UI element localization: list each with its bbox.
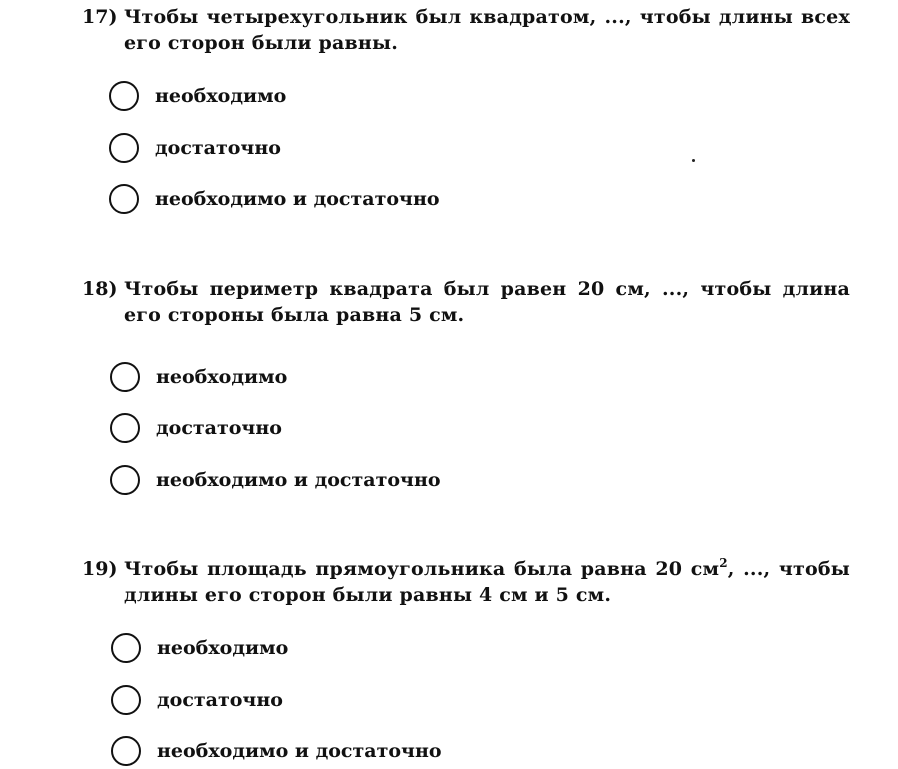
question-number: 19) — [82, 558, 118, 580]
radio-button[interactable] — [111, 736, 141, 766]
radio-button[interactable] — [109, 133, 139, 163]
option-necessary-and-sufficient[interactable] — [111, 733, 442, 769]
radio-button[interactable] — [110, 465, 140, 495]
radio-button[interactable] — [111, 633, 141, 663]
question-19-header — [82, 556, 850, 608]
option-sufficient[interactable] — [109, 130, 281, 166]
radio-button[interactable] — [109, 184, 139, 214]
question-text-part: Чтобы площадь прямоугольника была равна 20 см — [124, 558, 720, 580]
question-text — [124, 276, 850, 328]
question-text-line-1: Чтобы периметр квадрата был равен 20 см, ..., чтобы длина — [124, 278, 850, 300]
option-necessary[interactable] — [111, 630, 288, 666]
option-sufficient[interactable] — [111, 682, 283, 718]
option-necessary-and-sufficient[interactable] — [110, 462, 441, 498]
radio-button[interactable] — [110, 362, 140, 392]
option-label: необходимо — [156, 366, 288, 388]
question-text-line-2: длины его сторон были равны 4 см и 5 см. — [124, 584, 612, 606]
question-text-line-2: его сторон были равны. — [124, 32, 399, 54]
question-text-line-1 — [124, 556, 850, 582]
question-18-header — [82, 276, 850, 328]
radio-button[interactable] — [109, 81, 139, 111]
superscript-exponent: 2 — [719, 556, 728, 570]
question-text — [124, 4, 850, 56]
question-text-line-1: Чтобы четырехугольник был квадратом, ..., чтобы длины всех — [124, 6, 850, 28]
option-necessary[interactable] — [109, 78, 286, 114]
option-label: достаточно — [156, 417, 282, 439]
option-necessary-and-sufficient[interactable] — [109, 181, 440, 217]
option-sufficient[interactable] — [110, 410, 282, 446]
radio-button[interactable] — [110, 413, 140, 443]
option-label: необходимо и достаточно — [156, 469, 441, 491]
option-label: необходимо — [155, 85, 287, 107]
option-necessary[interactable] — [110, 359, 287, 395]
option-label: необходимо — [157, 637, 289, 659]
question-number: 17) — [82, 6, 118, 28]
question-number: 18) — [82, 278, 118, 300]
question-text — [124, 556, 850, 608]
question-text-part: , ..., чтобы — [727, 558, 850, 580]
question-17-header — [82, 4, 850, 56]
question-text-line-2: его стороны была равна 5 см. — [124, 304, 465, 326]
option-label: необходимо и достаточно — [155, 188, 440, 210]
scan-speck — [692, 159, 695, 162]
option-label: достаточно — [157, 689, 283, 711]
radio-button[interactable] — [111, 685, 141, 715]
option-label: достаточно — [155, 137, 281, 159]
option-label: необходимо и достаточно — [157, 740, 442, 762]
